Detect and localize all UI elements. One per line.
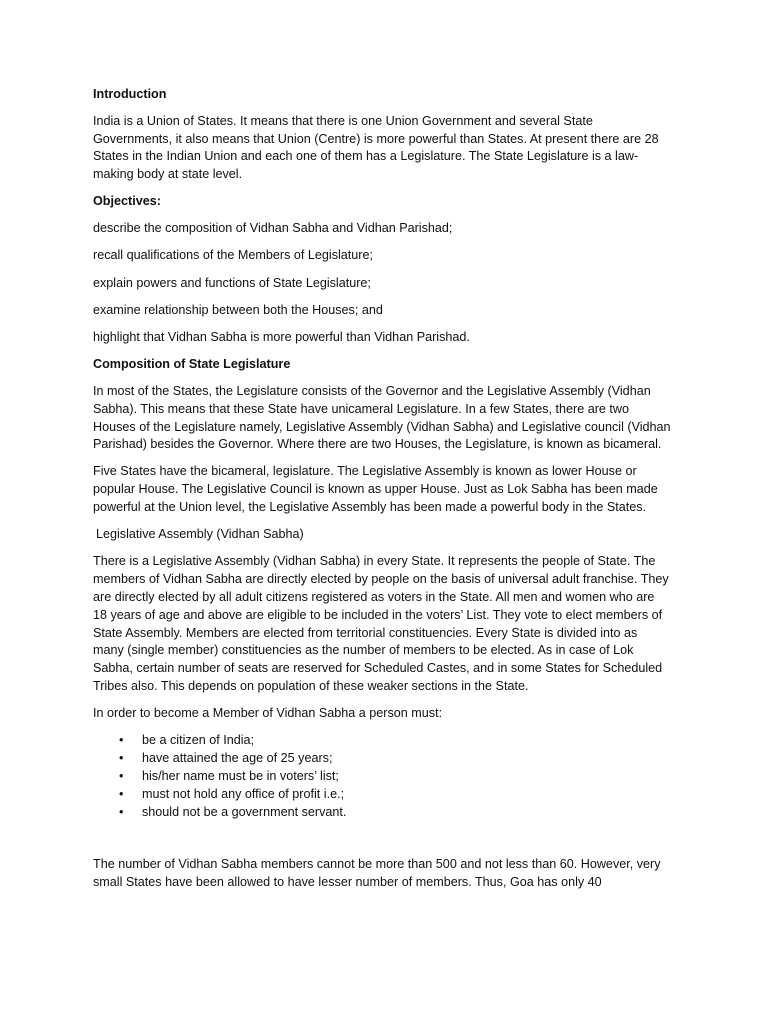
document-page bbox=[93, 86, 671, 901]
list-item bbox=[93, 732, 671, 750]
composition-paragraph: Five States have the bicameral, legislature. The Legislative Assembly is known as lower House or popular House. The Legislative Council is known as upper House. Just as Lok Sabha has been made powerful at the Union level, the Legislative Assembly has been made a powerful body in the States. bbox=[93, 464, 658, 515]
objective-item: describe the composition of Vidhan Sabha and Vidhan Parishad; bbox=[93, 221, 453, 236]
assembly-size-paragraph: The number of Vidhan Sabha members cannot be more than 500 and not less than 60. However, very small States have been allowed to have lesser number of members. Thus, Goa has only 40 bbox=[93, 857, 661, 890]
bullet-dot-icon: • bbox=[119, 769, 124, 783]
composition-paragraph: In most of the States, the Legislature consists of the Governor and the Legislative Assembly (Vidhan Sabha). This means that these State have unicameral Legislature. In a few States, there are two Houses of the Legislature namely, Legislative Assembly (Vidhan Sabha) and Legislative council (Vidhan Parishad) besides the Governor. Where there are two Houses, the Legislature, is known as bicameral. bbox=[93, 383, 671, 452]
objectives-heading: Objectives: bbox=[93, 194, 161, 209]
list-item-text: his/her name must be in voters’ list; bbox=[142, 769, 339, 783]
objective-item: highlight that Vidhan Sabha is more powerful than Vidhan Parishad. bbox=[93, 329, 470, 344]
bullet-dot-icon: • bbox=[119, 733, 124, 748]
bullet-dot-icon: • bbox=[119, 751, 124, 766]
qualification-list bbox=[93, 732, 671, 821]
bullet-dot-icon: • bbox=[119, 804, 124, 819]
objective-item: explain powers and functions of State Legislature; bbox=[93, 275, 371, 290]
bullet-dot-icon: • bbox=[119, 786, 124, 801]
assembly-paragraph: There is a Legislative Assembly (Vidhan Sabha) in every State. It represents the people of State. The members of Vidhan Sabha are directly elected by people on the basis of universal adult franchise. They are directly elected by all adult citizens registered as voters in the State. All men and women who are 18 years of age and above are eligible to be included in the voters’ List. They vote to elect members of State Assembly. Members are elected from territorial constituencies. Every State is divided into as many (single member) constituencies as the number of members to be elected. As in case of Lok Sabha, certain number of seats are reserved for Scheduled Castes, and in some States for Scheduled Tribes also. This depends on population of these weaker sections in the State. bbox=[93, 554, 669, 694]
list-item bbox=[93, 804, 671, 822]
list-item bbox=[93, 786, 671, 804]
composition-heading: Composition of State Legislature bbox=[93, 357, 291, 372]
objective-item: recall qualifications of the Members of Legislature; bbox=[93, 248, 374, 263]
list-item-text: must not hold any office of profit i.e.; bbox=[142, 786, 345, 801]
list-item-text: have attained the age of 25 years; bbox=[142, 751, 333, 766]
assembly-heading: Legislative Assembly (Vidhan Sabha) bbox=[96, 527, 304, 542]
list-item-text: be a citizen of India; bbox=[142, 733, 255, 748]
objective-item: examine relationship between both the Houses; and bbox=[93, 302, 383, 317]
list-item bbox=[93, 750, 671, 768]
list-item-text: should not be a government servant. bbox=[142, 804, 347, 819]
introduction-paragraph: India is a Union of States. It means that there is one Union Government and several State Governments, it also means that Union (Centre) is more powerful than States. At present there are 28 States in the Indian Union and each one of them has a Legislature. The State Legislature is a law-making body at state level. bbox=[93, 113, 659, 182]
list-item bbox=[93, 768, 671, 786]
membership-intro: In order to become a Member of Vidhan Sabha a person must: bbox=[93, 706, 443, 721]
introduction-heading: Introduction bbox=[93, 87, 167, 101]
